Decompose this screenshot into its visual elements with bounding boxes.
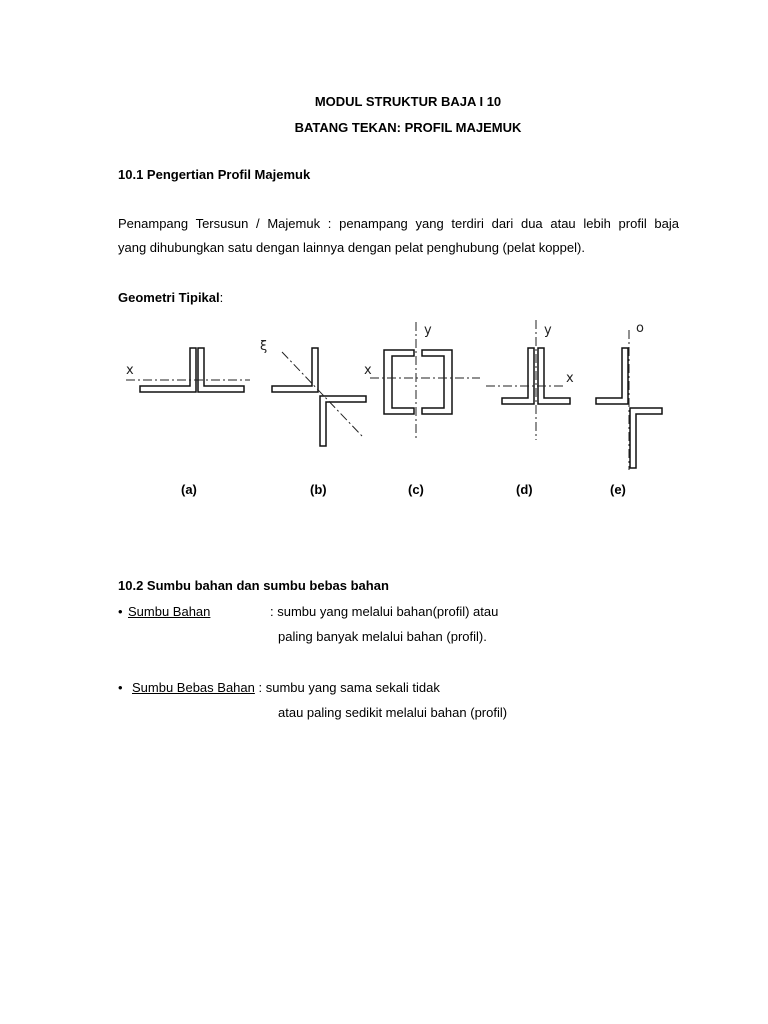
figure-label-b: (b)	[310, 482, 327, 497]
figure-d-left-angle	[502, 348, 534, 404]
geometry-label-colon: :	[219, 290, 224, 305]
page-title: MODUL STRUKTUR BAJA I 10	[314, 94, 502, 109]
figure-a-x-label: x	[126, 363, 134, 378]
figure-label-c: (c)	[408, 482, 424, 497]
definition-line-2: yang dihubungkan satu dengan lainnya dengan pelat penghubung (pelat koppel).	[118, 240, 585, 255]
figure-c-y-label: y	[424, 323, 432, 338]
figure-e-upper-angle	[596, 348, 628, 404]
figure-c-x-label: x	[364, 363, 372, 378]
figure-c-left-channel	[384, 350, 414, 414]
term-sumbu-bebas-bahan-def-1: : sumbu yang sama sekali tidak	[254, 680, 440, 695]
figure-d	[486, 320, 574, 440]
figure-e-lower-angle	[630, 408, 662, 468]
figure-label-e: (e)	[610, 482, 626, 497]
figure-d-x-label: x	[566, 371, 574, 386]
bullet-1: •	[118, 604, 123, 619]
figure-e	[596, 321, 662, 470]
figure-label-d: (d)	[516, 482, 533, 497]
figure-label-a: (a)	[181, 482, 197, 497]
figure-b-lower-angle	[320, 396, 366, 446]
term-sumbu-bahan: Sumbu Bahan	[128, 604, 211, 619]
figure-a-left-angle	[140, 348, 196, 392]
figure-c-right-channel	[422, 350, 452, 414]
figure-c	[364, 322, 480, 440]
figure-b-diagonal-axis	[282, 352, 362, 436]
term-sumbu-bahan-def-1: : sumbu yang melalui bahan(profil) atau	[270, 604, 499, 619]
figure-a	[126, 348, 250, 392]
term-sumbu-bebas-bahan: Sumbu Bebas Bahan	[132, 680, 255, 695]
figure-d-y-label: y	[544, 323, 552, 338]
section-heading-2: 10.2 Sumbu bahan dan sumbu bebas bahan	[118, 578, 389, 593]
bullet-2: •	[118, 680, 123, 695]
figure-e-o-label: o	[636, 321, 644, 336]
definition-line-1: Penampang Tersusun / Majemuk : penampang yang terdiri dari dua atau lebih profil baja	[118, 216, 679, 231]
figure-b	[260, 339, 366, 446]
geometry-label-text: Geometri Tipikal	[118, 290, 220, 305]
page-subtitle: BATANG TEKAN: PROFIL MAJEMUK	[294, 120, 522, 135]
figure-b-upper-angle	[272, 348, 318, 392]
term-sumbu-bahan-def-2: paling banyak melalui bahan (profil).	[278, 629, 487, 644]
item-2-line-1	[132, 680, 440, 695]
section-heading-1: 10.1 Pengertian Profil Majemuk	[118, 167, 311, 182]
figure-b-axis-label: ξ	[260, 339, 268, 354]
term-sumbu-bebas-bahan-def-2: atau paling sedikit melalui bahan (profil)	[278, 705, 508, 720]
figure-a-right-angle	[198, 348, 244, 392]
